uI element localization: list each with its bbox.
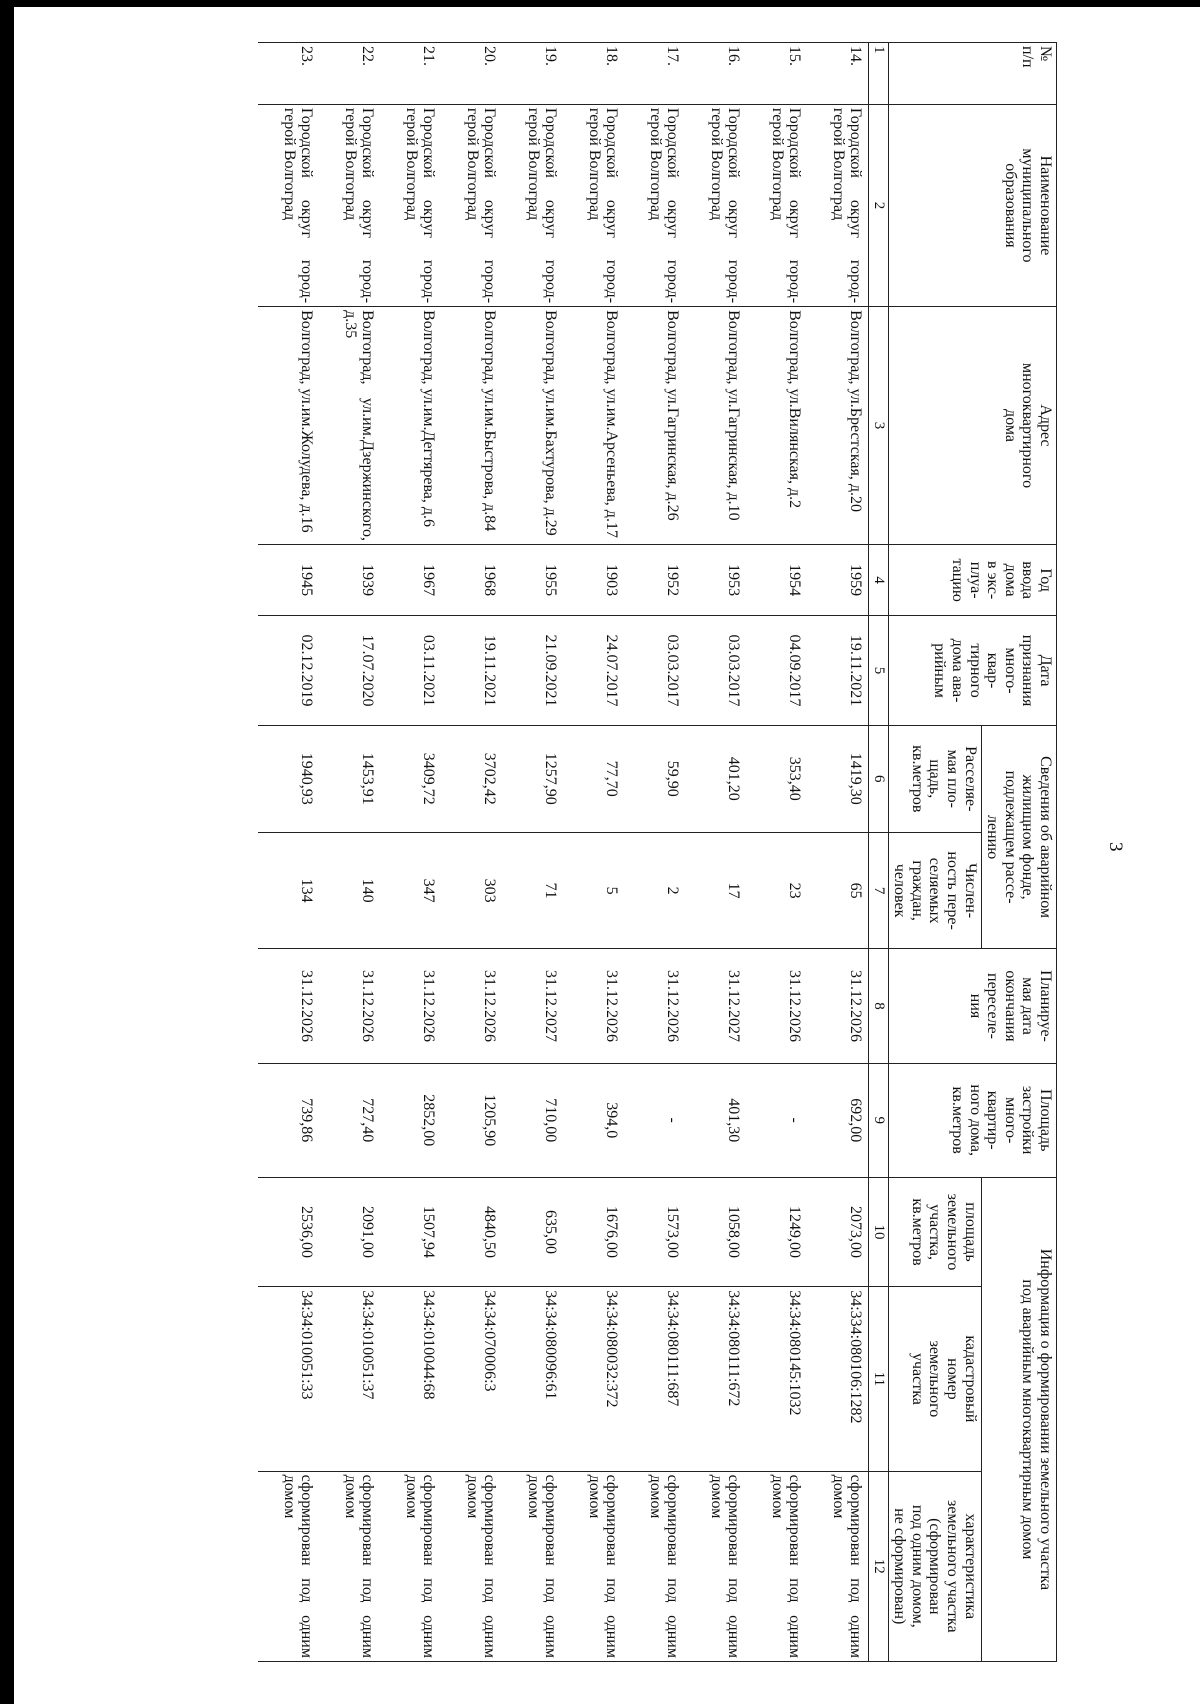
header-housing-group: Сведения об аварийном жилищном фонде, подлежащем рассе- лению: [981, 725, 1056, 949]
land-area-cell: 2091,00: [319, 1177, 380, 1286]
cadastral-cell: 34:34:010051:37: [319, 1287, 380, 1471]
municipality-cell: Городской округ город-герой Волгоград: [258, 104, 319, 306]
land-area-cell: 635,00: [502, 1177, 563, 1286]
year-cell: 1959: [807, 544, 869, 615]
cadastral-cell: 34:334:080106:1282: [807, 1287, 869, 1471]
municipality-cell: Городской округ город-герой Волгоград: [807, 104, 869, 306]
planned-date-cell: 31.12.2027: [685, 949, 746, 1063]
resettled-area-cell: 77,70: [563, 725, 624, 832]
header-land-status: характеристика земельного участка (сформирован под одним домом, не сформирован): [888, 1471, 981, 1661]
header-number: № п/п: [888, 43, 1056, 105]
table-row: [624, 43, 685, 1662]
municipality-cell: Городской округ город-герой Волгоград: [563, 104, 624, 306]
address-cell: Волгоград, ул.Брестская, д.20: [807, 307, 869, 545]
building-area-cell: 710,00: [502, 1063, 563, 1177]
resettled-area-cell: 1257,90: [502, 725, 563, 832]
people-cell: 65: [807, 832, 869, 949]
row-number: 16.: [685, 43, 746, 105]
land-status-cell: сформирован под одним домом: [319, 1471, 380, 1661]
address-cell: Волгоград, ул.им.Арсеньева, д.17: [563, 307, 624, 545]
address-cell: Волгоград, ул.Вилянская, д.2: [746, 307, 807, 545]
cadastral-cell: 34:34:080096:61: [502, 1287, 563, 1471]
planned-date-cell: 31.12.2026: [624, 949, 685, 1063]
planned-date-cell: 31.12.2026: [319, 949, 380, 1063]
year-cell: 1939: [319, 544, 380, 615]
people-cell: 347: [380, 832, 441, 949]
municipality-cell: Городской округ город-герой Волгоград: [624, 104, 685, 306]
people-cell: 2: [624, 832, 685, 949]
year-cell: 1952: [624, 544, 685, 615]
address-cell: Волгоград, ул.им.Жолудева, д.16: [258, 307, 319, 545]
header-year: Год ввода дома в экс- плуа- тацию: [888, 544, 1056, 615]
land-status-cell: сформирован под одним домом: [746, 1471, 807, 1661]
land-area-cell: 1676,00: [563, 1177, 624, 1286]
column-numbers-row: [869, 43, 889, 1662]
address-cell: Волгоград, ул.им.Дегтярева, д.6: [380, 307, 441, 545]
building-area-cell: -: [746, 1063, 807, 1177]
municipality-cell: Городской округ город-герой Волгоград: [502, 104, 563, 306]
column-number: 9: [869, 1063, 889, 1177]
header-address: Адрес многоквартирного дома: [888, 307, 1056, 545]
column-number: 10: [869, 1177, 889, 1286]
column-number: 7: [869, 832, 889, 949]
address-cell: Волгоград, ул.им.Быстрова, д.84: [441, 307, 502, 545]
header-planned-date: Планируе- мая дата окончания переселе- ния: [888, 949, 1056, 1063]
resettled-area-cell: 1453,91: [319, 725, 380, 832]
building-area-cell: -: [624, 1063, 685, 1177]
column-number: 8: [869, 949, 889, 1063]
row-number: 17.: [624, 43, 685, 105]
column-number: 5: [869, 616, 889, 725]
land-status-cell: сформирован под одним домом: [380, 1471, 441, 1661]
cadastral-cell: 34:34:070006:3: [441, 1287, 502, 1471]
row-number: 15.: [746, 43, 807, 105]
row-number: 18.: [563, 43, 624, 105]
year-cell: 1954: [746, 544, 807, 615]
land-area-cell: 2073,00: [807, 1177, 869, 1286]
row-number: 14.: [807, 43, 869, 105]
recognition-date-cell: 04.09.2017: [746, 616, 807, 725]
planned-date-cell: 31.12.2026: [807, 949, 869, 1063]
building-area-cell: 2852,00: [380, 1063, 441, 1177]
year-cell: 1955: [502, 544, 563, 615]
resettled-area-cell: 1419,30: [807, 725, 869, 832]
resettled-area-cell: 353,40: [746, 725, 807, 832]
planned-date-cell: 31.12.2027: [502, 949, 563, 1063]
building-area-cell: 394,0: [563, 1063, 624, 1177]
resettled-area-cell: 401,20: [685, 725, 746, 832]
planned-date-cell: 31.12.2026: [441, 949, 502, 1063]
recognition-date-cell: 02.12.2019: [258, 616, 319, 725]
resettled-area-cell: 59,90: [624, 725, 685, 832]
land-status-cell: сформирован под одним домом: [441, 1471, 502, 1661]
municipality-cell: Городской округ город-герой Волгоград: [319, 104, 380, 306]
planned-date-cell: 31.12.2026: [380, 949, 441, 1063]
column-number: 2: [869, 104, 889, 306]
land-area-cell: 1058,00: [685, 1177, 746, 1286]
table-row: [258, 43, 319, 1662]
land-area-cell: 1507,94: [380, 1177, 441, 1286]
table-row: [502, 43, 563, 1662]
header-building-area: Площадь застройки много- квартир- ного дома, кв.метров: [888, 1063, 1056, 1177]
cadastral-cell: 34:34:080111:672: [685, 1287, 746, 1471]
address-cell: Волгоград, ул.им.Бахтурова, д.29: [502, 307, 563, 545]
resettled-area-cell: 3409,72: [380, 725, 441, 832]
land-area-cell: 2536,00: [258, 1177, 319, 1286]
header-resettled-area: Расселяе- мая пло- щадь, кв.метров: [888, 725, 981, 832]
row-number: 22.: [319, 43, 380, 105]
emergency-housing-table: [258, 42, 1057, 1662]
table-row: [380, 43, 441, 1662]
column-number: 6: [869, 725, 889, 832]
row-number: 23.: [258, 43, 319, 105]
column-number: 3: [869, 307, 889, 545]
building-area-cell: 692,00: [807, 1063, 869, 1177]
header-cadastral: кадастровый номер земельного участка: [888, 1287, 981, 1471]
row-number: 21.: [380, 43, 441, 105]
municipality-cell: Городской округ город-герой Волгоград: [380, 104, 441, 306]
municipality-cell: Городской округ город-герой Волгоград: [441, 104, 502, 306]
year-cell: 1967: [380, 544, 441, 615]
municipality-cell: Городской округ город-герой Волгоград: [746, 104, 807, 306]
address-cell: Волгоград, ул.Гагринская, д.26: [624, 307, 685, 545]
cadastral-cell: 34:34:080111:687: [624, 1287, 685, 1471]
planned-date-cell: 31.12.2026: [258, 949, 319, 1063]
land-status-cell: сформирован под одним домом: [624, 1471, 685, 1661]
row-number: 20.: [441, 43, 502, 105]
address-cell: Волгоград, ул.Гагринская, д.10: [685, 307, 746, 545]
recognition-date-cell: 19.11.2021: [807, 616, 869, 725]
recognition-date-cell: 03.11.2021: [380, 616, 441, 725]
cadastral-cell: 34:34:080145:1032: [746, 1287, 807, 1471]
column-number: 11: [869, 1287, 889, 1471]
column-number: 12: [869, 1471, 889, 1661]
table-row: [807, 43, 869, 1662]
land-status-cell: сформирован под одним домом: [258, 1471, 319, 1661]
resettled-area-cell: 3702,42: [441, 725, 502, 832]
building-area-cell: 727,40: [319, 1063, 380, 1177]
year-cell: 1945: [258, 544, 319, 615]
row-number: 19.: [502, 43, 563, 105]
land-status-cell: сформирован под одним домом: [563, 1471, 624, 1661]
year-cell: 1953: [685, 544, 746, 615]
land-status-cell: сформирован под одним домом: [807, 1471, 869, 1661]
planned-date-cell: 31.12.2026: [563, 949, 624, 1063]
table-row: [685, 43, 746, 1662]
year-cell: 1903: [563, 544, 624, 615]
municipality-cell: Городской округ город-герой Волгоград: [685, 104, 746, 306]
address-cell: Волгоград, ул.им.Дзержинского, д.35: [319, 307, 380, 545]
land-status-cell: сформирован под одним домом: [685, 1471, 746, 1661]
recognition-date-cell: 03.03.2017: [624, 616, 685, 725]
recognition-date-cell: 03.03.2017: [685, 616, 746, 725]
recognition-date-cell: 21.09.2021: [502, 616, 563, 725]
people-cell: 134: [258, 832, 319, 949]
people-cell: 17: [685, 832, 746, 949]
year-cell: 1968: [441, 544, 502, 615]
people-cell: 5: [563, 832, 624, 949]
header-recognition-date: Дата признания много- квар- тирного дома ава- рийным: [888, 616, 1056, 725]
column-number: 4: [869, 544, 889, 615]
header-land-area: площадь земельного участка, кв.метров: [888, 1177, 981, 1286]
header-land-group: Информация о формировании земельного участка под аварийным многоквартирным домом: [981, 1177, 1056, 1661]
people-cell: 71: [502, 832, 563, 949]
column-number: 1: [869, 43, 889, 105]
people-cell: 140: [319, 832, 380, 949]
cadastral-cell: 34:34:010051:33: [258, 1287, 319, 1471]
building-area-cell: 401,30: [685, 1063, 746, 1177]
table-row: [319, 43, 380, 1662]
land-area-cell: 1573,00: [624, 1177, 685, 1286]
land-status-cell: сформирован под одним домом: [502, 1471, 563, 1661]
page-number: 3: [1105, 842, 1126, 852]
header-municipality: Наименование муниципального образования: [888, 104, 1056, 306]
land-area-cell: 4840,50: [441, 1177, 502, 1286]
cadastral-cell: 34:34:080032:372: [563, 1287, 624, 1471]
people-cell: 303: [441, 832, 502, 949]
building-area-cell: 739,86: [258, 1063, 319, 1177]
recognition-date-cell: 24.07.2017: [563, 616, 624, 725]
header-people: Числен- ность пере- селяемых граждан, человек: [888, 832, 981, 949]
land-area-cell: 1249,00: [746, 1177, 807, 1286]
resettled-area-cell: 1940,93: [258, 725, 319, 832]
cadastral-cell: 34:34:010044:68: [380, 1287, 441, 1471]
people-cell: 23: [746, 832, 807, 949]
table-row: [563, 43, 624, 1662]
table-row: [441, 43, 502, 1662]
table-row: [746, 43, 807, 1662]
recognition-date-cell: 17.07.2020: [319, 616, 380, 725]
recognition-date-cell: 19.11.2021: [441, 616, 502, 725]
planned-date-cell: 31.12.2026: [746, 949, 807, 1063]
building-area-cell: 1205,90: [441, 1063, 502, 1177]
